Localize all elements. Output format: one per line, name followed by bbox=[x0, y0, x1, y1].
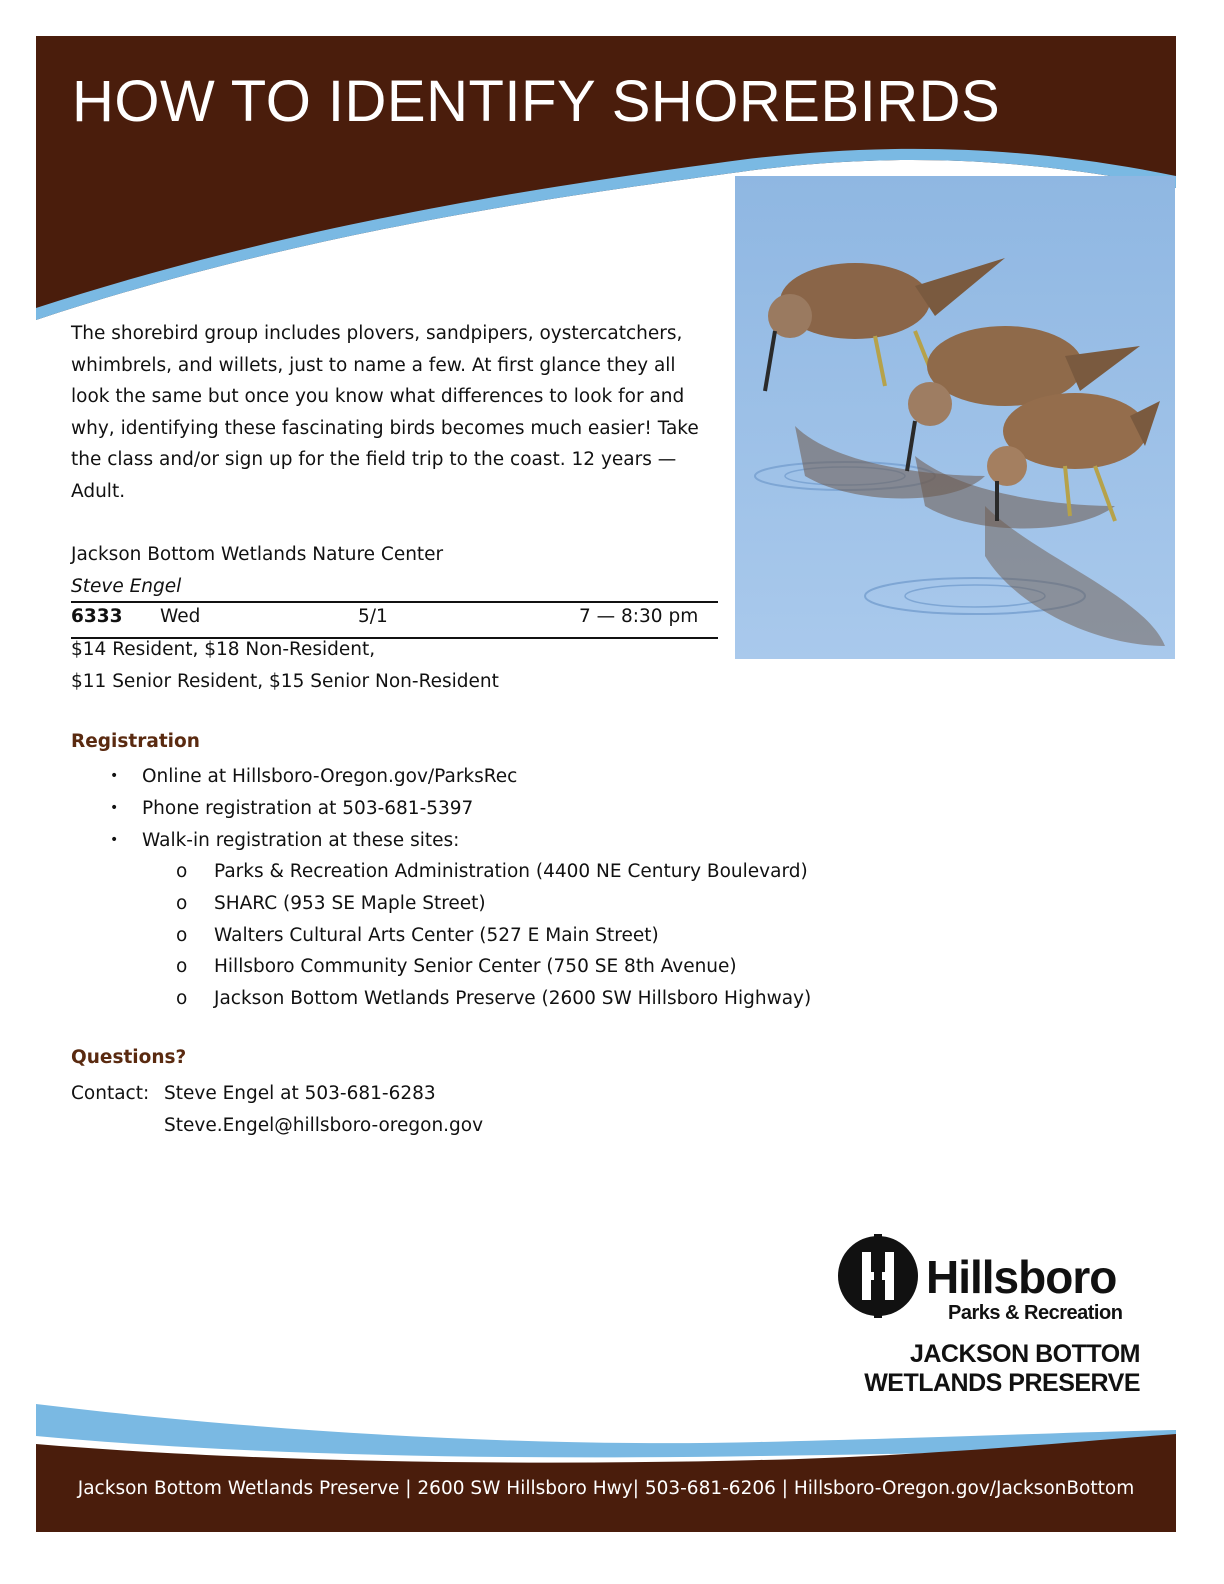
page-title: HOW TO IDENTIFY SHOREBIRDS bbox=[72, 69, 1001, 134]
footer-banner bbox=[0, 1390, 1224, 1540]
sub-bullet-mark: o bbox=[176, 861, 188, 882]
hillsboro-logo-icon bbox=[836, 1234, 920, 1318]
bullet-mark: • bbox=[110, 799, 119, 816]
registration-heading: Registration bbox=[71, 731, 200, 752]
class-location: Jackson Bottom Wetlands Nature Center bbox=[71, 544, 444, 565]
registration-walkin: Walk-in registration at these sites: bbox=[142, 829, 460, 851]
contact-label: Contact: bbox=[71, 1083, 150, 1104]
sub-bullet-mark: o bbox=[176, 956, 188, 978]
class-instructor: Steve Engel bbox=[71, 576, 182, 597]
preserve-line: JACKSON BOTTOM bbox=[909, 1340, 1140, 1368]
sub-bullet-mark: o bbox=[176, 892, 188, 914]
site-item: SHARC (953 SE Maple Street) bbox=[214, 892, 486, 914]
site-item: Walters Cultural Arts Center (527 E Main Street) bbox=[214, 924, 659, 946]
site-item: Jackson Bottom Wetlands Preserve (2600 SW Hillsboro Highway) bbox=[214, 988, 812, 1010]
sub-bullet-mark: o bbox=[176, 988, 188, 1010]
class-fees bbox=[71, 634, 499, 697]
logo-name: Hillsboro bbox=[926, 1251, 1117, 1303]
preserve-line: WETLANDS PRESERVE bbox=[864, 1369, 1140, 1397]
bullet-mark: • bbox=[110, 768, 119, 784]
registration-online: Online at Hillsboro-Oregon.gov/ParksRec bbox=[142, 766, 518, 787]
footer-contact: Jackson Bottom Wetlands Preserve | 2600 SW Hillsboro Hwy| 503-681-6206 | Hillsboro-Oregon.gov/JacksonBottom bbox=[77, 1478, 1135, 1499]
contact-phone: Steve Engel at 503-681-6283 bbox=[164, 1083, 436, 1104]
registration-phone: Phone registration at 503-681-5397 bbox=[142, 797, 474, 819]
sub-bullet-mark: o bbox=[176, 924, 188, 946]
intro-paragraph: The shorebird group includes plovers, sandpipers, oystercatchers, whimbrels, and willets, just to name a few. At first glance they all look the same but once you know what differences to look for and why, identifying these fascinating birds becomes much easier! Take the class and/or sign up for the field trip to the coast. 12 years — Adult. bbox=[71, 323, 699, 502]
schedule-code: 6333 bbox=[71, 606, 123, 627]
schedule-time: 7 — 8:30 pm bbox=[579, 606, 699, 627]
shorebirds-photo bbox=[735, 176, 1175, 659]
site-item: Parks & Recreation Administration (4400 NE Century Boulevard) bbox=[214, 861, 808, 882]
questions-heading: Questions? bbox=[71, 1047, 187, 1068]
site-item: Hillsboro Community Senior Center (750 SE 8th Avenue) bbox=[214, 956, 737, 978]
fee-line: $11 Senior Resident, $15 Senior Non-Resident bbox=[71, 670, 499, 692]
contact-email: Steve.Engel@hillsboro-oregon.gov bbox=[164, 1114, 484, 1136]
schedule-day: Wed bbox=[160, 606, 201, 627]
logo-subtitle: Parks & Recreation bbox=[948, 1302, 1123, 1324]
bullet-mark: • bbox=[110, 831, 119, 848]
fee-line: $14 Resident, $18 Non-Resident, bbox=[71, 639, 376, 660]
schedule-date: 5/1 bbox=[358, 606, 388, 627]
